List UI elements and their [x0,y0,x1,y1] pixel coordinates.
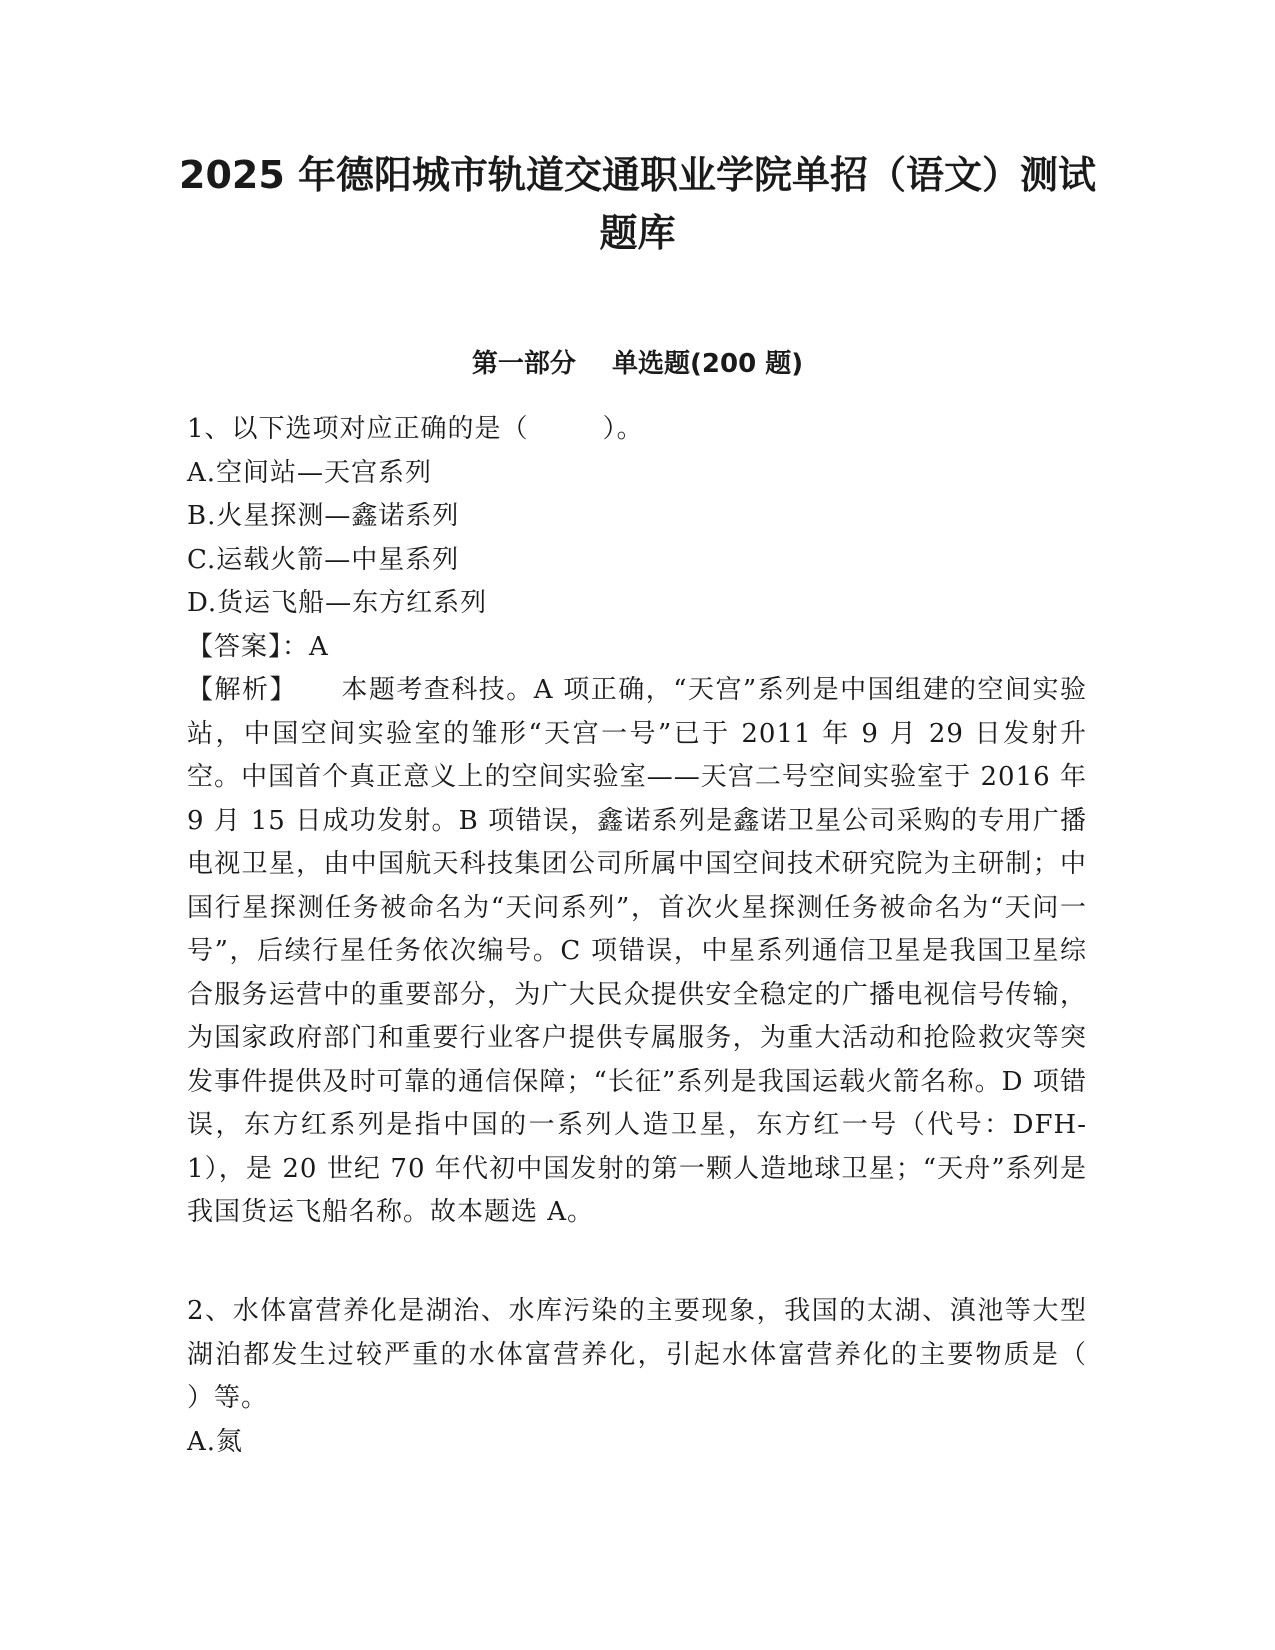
title-line-2: 题库 [599,211,676,255]
option-a: A.空间站—天宫系列 [187,457,433,488]
option-a: A.氮 [187,1426,244,1457]
section-heading-text: 第一部分 单选题(200 题) [471,349,804,379]
question-stem: 1、以下选项对应正确的是（ ）。 [187,414,644,444]
analysis-label: 【解析】 [187,675,297,705]
question-2 [187,1290,1162,1464]
answer-label: 【答案】： [187,631,310,662]
option-d: D.货运飞船—东方红系列 [187,588,488,618]
analysis-paragraph [187,669,1087,1235]
answer-line [187,626,1087,670]
title-line-1: 2025 年德阳城市轨道交通职业学院单招（语文）测试 [179,153,1096,197]
question-1 [187,408,1087,1235]
section-heading [150,346,1125,382]
answer-value: A [309,631,329,662]
question-stem: 2、水体富营养化是湖治、水库污染的主要现象，我国的太湖、滇池等大型湖泊都发生过较严重的水体富营养化，引起水体富营养化的主要物质是（ ）等。 [187,1296,1162,1413]
option-c: C.运载火箭—中星系列 [187,544,460,575]
analysis-text: 本题考查科技。A 项正确，“天宫”系列是中国组建的空间实验站，中国空间实验室的雏形“天宫一号”已于 2011 年 9 月 29 日发射升空。中国首个真正意义上的空间实验室——天宫二号空间实验室于 2016 年 9 月 15 日成功发射。B 项错误，鑫诺系列是鑫诺卫星公司采购的专用广播电视卫星，由中国航天科技集团公司所属中国空间技术研究院为主研制；中国行星探测任务被命名为“天问系列”，首次火星探测任务被命名为“天问一号”，后续行星任务依次编号。C 项错误，中星系列通信卫星是我国卫星综合服务运营中的重要部分，为广大民众提供安全稳定的广播电视信号传输，为国家政府部门和重要行业客户提供专属服务，为重大活动和抢险救灾等突发事件提供及时可靠的通信保障；“长征”系列是我国运载火箭名称。D 项错误，东方红系列是指中国的一系列人造卫星，东方红一号（代号：DFH-1），是 20 世纪 70 年代初中国发射的第一颗人造地球卫星；“天舟”系列是我国货运飞船名称。故本题选 A。 [187,675,1087,1227]
document-title [150,146,1125,262]
option-b: B.火星探测—鑫诺系列 [187,501,460,531]
